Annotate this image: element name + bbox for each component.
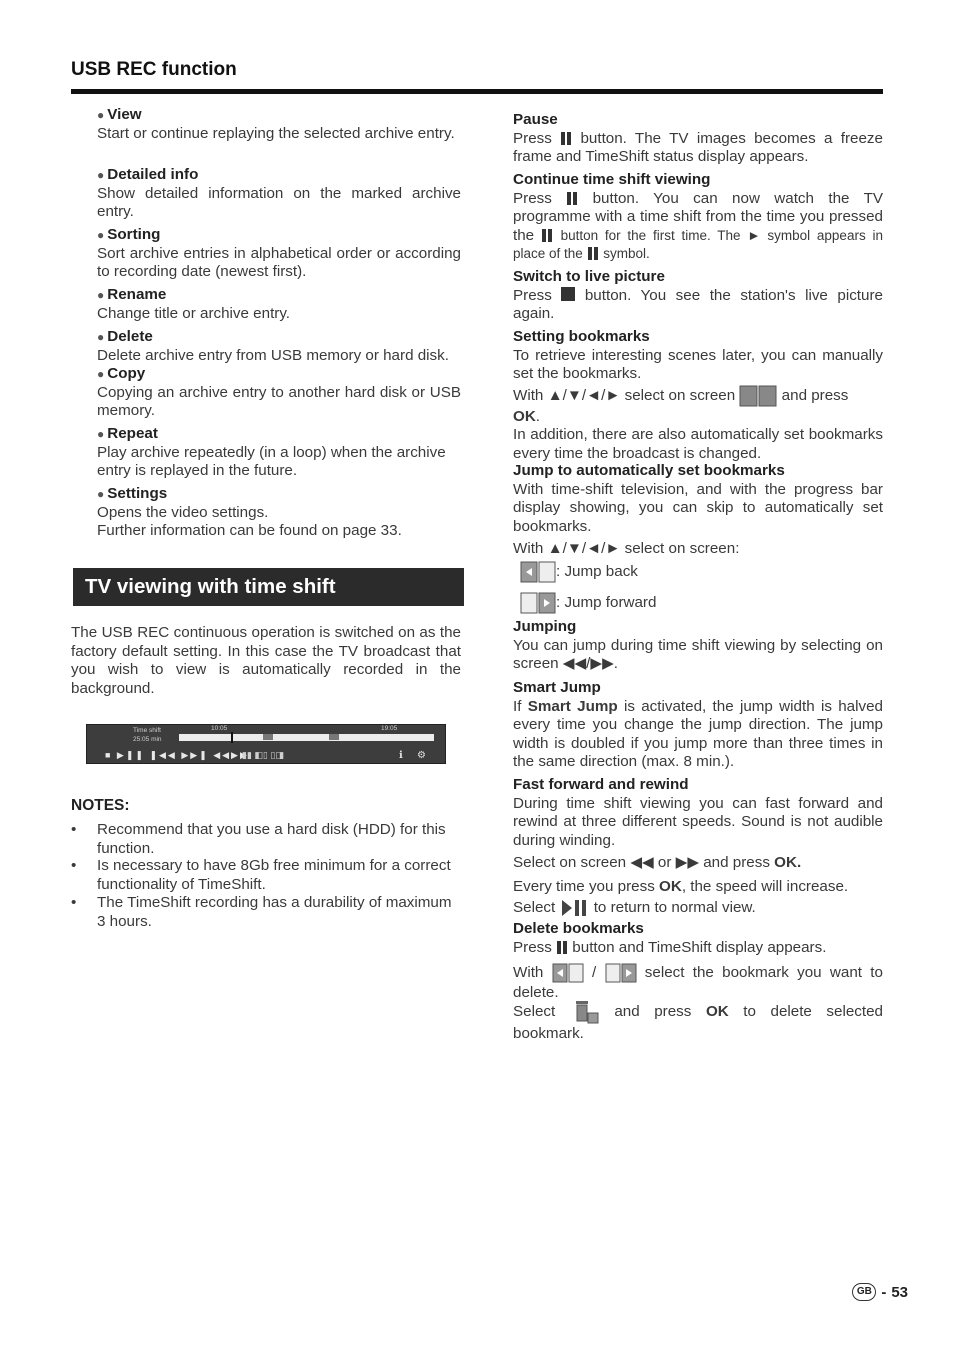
continue-section: Continue time shift viewing Press button. You can now watch the TV programme with a time shift from the time you pressed the button for the first time. The ► symbol appears in place of the symbol. bbox=[513, 171, 883, 261]
jump-back-icon bbox=[552, 962, 584, 984]
live-section: Switch to live picture Press button. You see the station's live picture again. bbox=[513, 268, 883, 322]
delete-section: Delete bookmarks Press button and TimeShift display appears. bbox=[513, 920, 883, 957]
info-icon: ℹ bbox=[399, 750, 403, 761]
menu-item-repeat: ● Repeat Play archive repeatedly (in a loop) when the archive entry is replayed in the future. bbox=[97, 425, 461, 481]
pause-icon bbox=[587, 247, 599, 259]
item-desc: Start or continue replaying the selected archive entry. bbox=[97, 124, 455, 142]
item-desc: Sort archive entries in alphabetical order or according to recording date (newest first). bbox=[97, 244, 461, 280]
fast-section: Fast forward and rewind During time shift viewing you can fast forward and rewind at three different speeds. Sound is not audible during winding. bbox=[513, 776, 883, 849]
pause-icon bbox=[556, 941, 568, 953]
item-title: Copy bbox=[107, 365, 146, 382]
section-title: USB REC function bbox=[71, 59, 237, 80]
jump-auto-with: With ▲/▼/◄/► select on screen: bbox=[513, 540, 740, 557]
jump-auto-section: Jump to automatically set bookmarks With time-shift television, and with the progress bar display showing, you can skip to automatically set bookmarks. bbox=[513, 462, 883, 535]
item-desc: Opens the video settings. bbox=[97, 503, 269, 521]
trash-icon bbox=[570, 999, 600, 1025]
header-rule bbox=[71, 89, 883, 94]
item-title: Repeat bbox=[107, 425, 158, 442]
osd-duration: 25:05 min bbox=[133, 736, 162, 743]
osd-time-end: 19:05 bbox=[381, 725, 398, 732]
timeshift-osd bbox=[86, 724, 446, 764]
play-pause-icon bbox=[559, 897, 589, 919]
smart-jump-section: Smart Jump If Smart Jump is activated, the jump width is halved every time you change the jump direction. The jump width is doubled if you jump more than three times in the same direction (max. 8 min.). bbox=[513, 679, 883, 770]
jump-forward-row: : Jump forward bbox=[520, 591, 890, 615]
jump-forward-icon bbox=[605, 962, 637, 984]
menu-item-sorting: ● Sorting Sort archive entries in alphabetical order or according to recording date (newest first). bbox=[97, 226, 461, 280]
pause-icon bbox=[560, 132, 572, 144]
menu-item-rename: ● Rename Change title or archive entry. bbox=[97, 286, 461, 323]
smart-jump-title: Smart Jump bbox=[513, 679, 601, 696]
note-item: • Recommend that you use a hard disk (HDD) for this function. bbox=[71, 821, 446, 857]
osd-bookmark-icons: ▮▮ ◧▯ ▯◨ bbox=[242, 750, 284, 760]
menu-item-delete: ● Delete Delete archive entry from USB memory or hard disk. bbox=[97, 328, 461, 365]
delete-title: Delete bookmarks bbox=[513, 920, 644, 937]
pause-section: Pause Press button. The TV images becomes a freeze frame and TimeShift status display appears. bbox=[513, 111, 883, 165]
fast-every-row: Every time you press OK, the speed will increase. Select to return to normal view. bbox=[513, 878, 883, 919]
osd-playback-controls: ■ ▶❚❚ ❚◀◀ ▶▶❚ ◀◀▶▶ bbox=[105, 750, 249, 760]
item-desc: Copying an archive entry to another hard disk or USB memory. bbox=[97, 383, 461, 419]
pause-icon bbox=[566, 192, 578, 204]
item-desc: Delete archive entry from USB memory or hard disk. bbox=[97, 346, 449, 364]
item-title: Settings bbox=[107, 485, 168, 502]
menu-item-settings: ● Settings Opens the video settings. Further information can be found on page 33. bbox=[97, 485, 461, 541]
jump-forward-icon bbox=[520, 591, 556, 615]
osd-bookmark-marker bbox=[263, 734, 273, 740]
page-footer: GB - 53 bbox=[852, 1283, 908, 1301]
osd-bookmark-marker bbox=[329, 734, 339, 740]
jump-auto-title: Jump to automatically set bookmarks bbox=[513, 462, 785, 479]
osd-time-start: 10:05 bbox=[211, 725, 228, 732]
jumping-section: Jumping You can jump during time shift viewing by selecting on screen ◀◀/▶▶. bbox=[513, 618, 883, 672]
item-desc: Play archive repeatedly (in a loop) when the archive entry is replayed in the future. bbox=[97, 443, 446, 479]
item-title: Sorting bbox=[107, 226, 161, 243]
osd-position-marker bbox=[231, 732, 233, 743]
bookmarks-title: Setting bookmarks bbox=[513, 328, 650, 345]
note-item: • The TimeShift recording has a durability of maximum 3 hours. bbox=[71, 894, 452, 930]
delete-select-row: Select and press OK to delete selected bookmark. bbox=[513, 999, 883, 1044]
fast-title: Fast forward and rewind bbox=[513, 776, 689, 793]
item-desc: Change title or archive entry. bbox=[97, 304, 291, 322]
jump-back-row: : Jump back bbox=[520, 560, 890, 584]
bookmarks-section: Setting bookmarks To retrieve interesting scenes later, you can manually set the bookmarks. With ▲/▼/◄/► select on screen and press OK. In addition, there are also automatically set bookmarks every time the broadcast is changed. bbox=[513, 328, 883, 462]
live-title: Switch to live picture bbox=[513, 268, 665, 285]
item-desc: Show detailed information on the marked archive entry. bbox=[97, 184, 461, 220]
delete-with-row: With / select the bookmark you want to delete. bbox=[513, 962, 883, 1003]
item-title: Rename bbox=[107, 286, 167, 303]
pause-icon bbox=[541, 229, 553, 241]
note-item: • Is necessary to have 8Gb free minimum for a correct functionality of TimeShift. bbox=[71, 857, 451, 893]
menu-item-detailed-info: ● Detailed info Show detailed information on the marked archive entry. bbox=[97, 166, 461, 220]
pause-title: Pause bbox=[513, 111, 558, 128]
region-badge: GB bbox=[852, 1283, 876, 1301]
page-number: 53 bbox=[891, 1283, 908, 1301]
menu-item-view: ● View Start or continue replaying the selected archive entry. bbox=[97, 106, 461, 143]
osd-progress-bar bbox=[179, 734, 434, 741]
stop-icon bbox=[561, 287, 575, 301]
menu-item-copy: ● Copy Copying an archive entry to another hard disk or USB memory. bbox=[97, 365, 461, 419]
item-desc-extra: Further information can be found on page 33. bbox=[97, 522, 402, 539]
item-title: Detailed info bbox=[107, 166, 199, 183]
gear-icon: ⚙ bbox=[417, 750, 426, 761]
jumping-title: Jumping bbox=[513, 618, 577, 635]
jump-back-icon bbox=[520, 560, 556, 584]
bookmark-icon bbox=[739, 384, 777, 408]
item-title: Delete bbox=[107, 328, 153, 345]
fast-select-row: Select on screen ◀◀ or ▶▶ and press OK. bbox=[513, 854, 802, 871]
continue-title: Continue time shift viewing bbox=[513, 171, 711, 188]
timeshift-intro: The USB REC continuous operation is switched on as the factory default setting. In this case the TV broadcast that you wish to view is automatically recorded in the background. bbox=[71, 624, 461, 697]
item-title: View bbox=[107, 106, 142, 123]
osd-label: Time shift bbox=[133, 727, 161, 734]
notes-title: NOTES: bbox=[71, 797, 130, 814]
timeshift-heading: TV viewing with time shift bbox=[73, 568, 464, 606]
